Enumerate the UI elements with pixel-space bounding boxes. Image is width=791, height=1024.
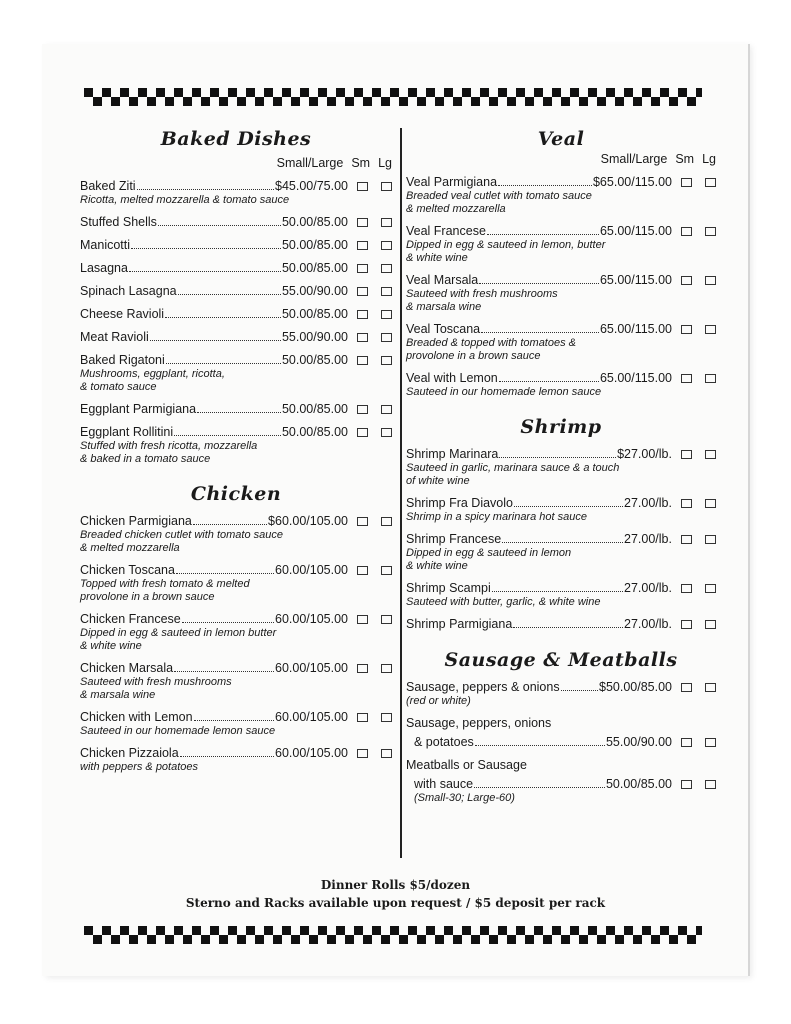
item-price: 50.00/85.00: [281, 425, 348, 439]
large-checkbox[interactable]: [705, 683, 716, 692]
leader-dots: [129, 271, 281, 272]
small-checkbox[interactable]: [681, 499, 692, 508]
menu-item: [406, 581, 716, 608]
leader-dots: [182, 622, 274, 623]
item-name: Chicken Pizzaiola: [80, 746, 179, 760]
item-name-line1: Sausage, peppers, onions: [406, 716, 552, 730]
item-price: 50.00/85.00: [281, 261, 348, 275]
small-checkbox[interactable]: [357, 566, 368, 575]
menu-item: [80, 261, 392, 275]
small-checkbox[interactable]: [357, 713, 368, 722]
item-name: Veal Toscana: [406, 322, 481, 336]
small-checkbox[interactable]: [681, 325, 692, 334]
small-checkbox[interactable]: [357, 615, 368, 624]
item-description: Sauteed in our homemade lemon sauce: [80, 725, 276, 737]
large-checkbox[interactable]: [705, 535, 716, 544]
footer-dinner-rolls: Dinner Rolls $5/dozen: [320, 878, 471, 892]
size-header-label: Small/Large: [276, 156, 344, 170]
menu-item: [80, 661, 392, 701]
item-name: Manicotti: [80, 238, 131, 252]
item-description: & marsala wine: [406, 301, 482, 313]
leader-dots: [197, 412, 281, 413]
column-divider: [400, 128, 402, 858]
item-name: & potatoes: [414, 735, 474, 749]
item-description: provolone in a brown sauce: [80, 591, 215, 603]
item-name: Veal Francese: [406, 224, 486, 238]
item-price: $60.00/105.00: [268, 514, 348, 528]
leader-dots: [165, 317, 281, 318]
large-checkbox[interactable]: [381, 713, 392, 722]
item-description: Ricotta, melted mozzarella & tomato sauce: [80, 194, 290, 206]
menu-item: [80, 402, 392, 416]
checkered-border-bottom: [84, 926, 702, 944]
menu-item: [80, 238, 392, 252]
item-price: 27.00/lb.: [624, 496, 672, 510]
size-header-sm: Sm: [675, 152, 695, 166]
leader-dots: [178, 294, 281, 295]
menu-item: [80, 746, 392, 773]
item-description: with peppers & potatoes: [80, 761, 199, 773]
item-description: Sauteed in garlic, marinara sauce & a touch: [406, 462, 620, 474]
item-price: 55.00/90.00: [605, 735, 672, 749]
item-description: & baked in a tomato sauce: [80, 453, 211, 465]
leader-dots: [561, 690, 598, 691]
large-checkbox[interactable]: [381, 287, 392, 296]
menu-item: [406, 322, 716, 362]
leader-dots: [475, 745, 605, 746]
leader-dots: [481, 332, 599, 333]
item-description: (Small-30; Large-60): [414, 792, 515, 804]
item-name: Lasagna: [80, 261, 128, 275]
footer-sterno-racks: Sterno and Racks available upon request / $5 deposit per rack: [185, 896, 606, 910]
small-checkbox[interactable]: [357, 517, 368, 526]
leader-dots: [492, 591, 623, 592]
section-title-veal: Veal: [537, 128, 585, 150]
item-price: 50.00/85.00: [605, 777, 672, 791]
item-price: 55.00/90.00: [281, 284, 348, 298]
menu-item: [406, 496, 716, 523]
shrimp-list: [406, 447, 716, 631]
item-price: 50.00/85.00: [281, 238, 348, 252]
menu-item: [406, 680, 716, 707]
item-name: Eggplant Rollitini: [80, 425, 174, 439]
leader-dots: [479, 283, 599, 284]
large-checkbox[interactable]: [381, 333, 392, 342]
item-name: Cheese Ravioli: [80, 307, 165, 321]
item-price: 65.00/115.00: [599, 322, 672, 336]
item-price: $50.00/85.00: [599, 680, 672, 694]
item-name: Sausage, peppers & onions: [406, 680, 560, 694]
menu-item: [406, 224, 716, 264]
size-header-sm: Sm: [351, 156, 371, 170]
item-price: 60.00/105.00: [275, 563, 348, 577]
menu-item: [406, 532, 716, 572]
menu-item: [406, 758, 716, 804]
item-description: Topped with fresh tomato & melted: [80, 578, 250, 590]
large-checkbox[interactable]: [381, 264, 392, 273]
item-name-line1: Meatballs or Sausage: [406, 758, 527, 772]
menu-item: [80, 330, 392, 344]
item-description: & white wine: [406, 252, 468, 264]
item-description: Breaded & topped with tomatoes &: [406, 337, 576, 349]
small-checkbox[interactable]: [681, 738, 692, 747]
menu-item: [80, 425, 392, 465]
item-name: Chicken Parmigiana: [80, 514, 192, 528]
large-checkbox[interactable]: [381, 241, 392, 250]
item-name: with sauce: [414, 777, 474, 791]
item-name: Shrimp Fra Diavolo: [406, 496, 513, 510]
menu-item: [406, 716, 716, 749]
menu-item: [406, 371, 716, 398]
item-description: Dipped in egg & sauteed in lemon: [406, 547, 572, 559]
leader-dots: [131, 248, 281, 249]
section-title-chicken: Chicken: [190, 483, 282, 505]
item-description: Sauteed in our homemade lemon sauce: [406, 386, 602, 398]
small-checkbox[interactable]: [357, 182, 368, 191]
small-checkbox[interactable]: [681, 620, 692, 629]
menu-item: [406, 273, 716, 313]
leader-dots: [499, 381, 599, 382]
small-checkbox[interactable]: [357, 405, 368, 414]
item-name: Veal Marsala: [406, 273, 479, 287]
item-description: Sauteed with fresh mushrooms: [80, 676, 232, 688]
large-checkbox[interactable]: [705, 584, 716, 593]
large-checkbox[interactable]: [381, 566, 392, 575]
item-price: 60.00/105.00: [275, 746, 348, 760]
size-header-right: [406, 152, 716, 166]
baked-dishes-list: [80, 179, 392, 465]
leader-dots: [137, 189, 274, 190]
item-price: 65.00/115.00: [599, 224, 672, 238]
left-column: [80, 128, 392, 773]
item-price: 50.00/85.00: [281, 402, 348, 416]
small-checkbox[interactable]: [357, 356, 368, 365]
small-checkbox[interactable]: [681, 683, 692, 692]
item-price: 55.00/90.00: [281, 330, 348, 344]
item-name: Chicken Toscana: [80, 563, 175, 577]
menu-item: [80, 612, 392, 652]
menu-item: [406, 617, 716, 631]
item-name: Veal Parmigiana: [406, 175, 498, 189]
small-checkbox[interactable]: [357, 218, 368, 227]
item-description: of white wine: [406, 475, 470, 487]
item-description: & white wine: [406, 560, 468, 572]
item-price: $27.00/lb.: [617, 447, 672, 461]
size-header-label: Small/Large: [600, 152, 668, 166]
large-checkbox[interactable]: [705, 227, 716, 236]
large-checkbox[interactable]: [381, 517, 392, 526]
leader-dots: [513, 627, 623, 628]
item-description: Mushrooms, eggplant, ricotta,: [80, 368, 225, 380]
large-checkbox[interactable]: [705, 780, 716, 789]
item-description: Stuffed with fresh ricotta, mozzarella: [80, 440, 258, 452]
leader-dots: [193, 524, 267, 525]
large-checkbox[interactable]: [381, 356, 392, 365]
section-title-baked-dishes: Baked Dishes: [160, 128, 312, 150]
size-header-lg: Lg: [378, 156, 392, 170]
item-description: Dipped in egg & sauteed in lemon, butter: [406, 239, 606, 251]
menu-item: [80, 215, 392, 229]
large-checkbox[interactable]: [705, 325, 716, 334]
item-name: Baked Ziti: [80, 179, 136, 193]
small-checkbox[interactable]: [681, 227, 692, 236]
large-checkbox[interactable]: [705, 450, 716, 459]
menu-item: [80, 353, 392, 393]
item-name: Shrimp Francese: [406, 532, 502, 546]
item-name: Shrimp Marinara: [406, 447, 499, 461]
item-description: Breaded veal cutlet with tomato sauce: [406, 190, 592, 202]
item-description: Shrimp in a spicy marinara hot sauce: [406, 511, 587, 523]
large-checkbox[interactable]: [705, 499, 716, 508]
small-checkbox[interactable]: [681, 450, 692, 459]
large-checkbox[interactable]: [705, 738, 716, 747]
small-checkbox[interactable]: [357, 264, 368, 273]
small-checkbox[interactable]: [357, 664, 368, 673]
item-price: $45.00/75.00: [275, 179, 348, 193]
item-price: 27.00/lb.: [624, 581, 672, 595]
leader-dots: [174, 671, 274, 672]
section-title-shrimp: Shrimp: [520, 416, 602, 438]
leader-dots: [166, 363, 281, 364]
item-description: & tomato sauce: [80, 381, 157, 393]
menu-item: [80, 710, 392, 737]
size-header: [80, 156, 392, 170]
right-column: [406, 128, 716, 804]
item-price: 65.00/115.00: [599, 371, 672, 385]
small-checkbox[interactable]: [681, 535, 692, 544]
leader-dots: [514, 506, 623, 507]
item-name: Chicken with Lemon: [80, 710, 193, 724]
item-name: Baked Rigatoni: [80, 353, 165, 367]
large-checkbox[interactable]: [705, 178, 716, 187]
large-checkbox[interactable]: [705, 620, 716, 629]
item-price: $65.00/115.00: [592, 175, 672, 189]
item-name: Stuffed Shells: [80, 215, 157, 229]
menu-item: [80, 179, 392, 206]
menu-item: [80, 563, 392, 603]
leader-dots: [194, 720, 274, 721]
large-checkbox[interactable]: [381, 218, 392, 227]
size-header-lg: Lg: [702, 152, 716, 166]
leader-dots: [498, 185, 592, 186]
large-checkbox[interactable]: [381, 182, 392, 191]
item-price: 50.00/85.00: [281, 353, 348, 367]
item-name: Chicken Francese: [80, 612, 181, 626]
large-checkbox[interactable]: [381, 749, 392, 758]
item-price: 60.00/105.00: [275, 612, 348, 626]
large-checkbox[interactable]: [381, 615, 392, 624]
small-checkbox[interactable]: [357, 287, 368, 296]
menu-item: [406, 175, 716, 215]
leader-dots: [499, 457, 616, 458]
large-checkbox[interactable]: [381, 664, 392, 673]
item-name: Chicken Marsala: [80, 661, 174, 675]
small-checkbox[interactable]: [681, 276, 692, 285]
item-name: Meat Ravioli: [80, 330, 149, 344]
item-name: Spinach Lasagna: [80, 284, 177, 298]
item-price: 65.00/115.00: [599, 273, 672, 287]
small-checkbox[interactable]: [357, 749, 368, 758]
menu-item: [80, 307, 392, 321]
item-description: & melted mozzarella: [406, 203, 506, 215]
item-name: Shrimp Parmigiana: [406, 617, 513, 631]
menu-item: [80, 284, 392, 298]
menu-item: [406, 447, 716, 487]
item-price: 27.00/lb.: [624, 617, 672, 631]
item-description: (red or white): [406, 695, 471, 707]
large-checkbox[interactable]: [705, 276, 716, 285]
item-description: Sauteed with butter, garlic, & white wine: [406, 596, 601, 608]
small-checkbox[interactable]: [357, 428, 368, 437]
item-description: Breaded chicken cutlet with tomato sauce: [80, 529, 284, 541]
leader-dots: [150, 340, 281, 341]
leader-dots: [180, 756, 274, 757]
item-description: & marsala wine: [80, 689, 156, 701]
leader-dots: [487, 234, 599, 235]
large-checkbox[interactable]: [705, 374, 716, 383]
item-description: provolone in a brown sauce: [406, 350, 541, 362]
veal-list: [406, 175, 716, 398]
leader-dots: [502, 542, 623, 543]
item-name: Veal with Lemon: [406, 371, 498, 385]
item-name: Eggplant Parmigiana: [80, 402, 197, 416]
item-description: Dipped in egg & sauteed in lemon butter: [80, 627, 277, 639]
item-price: 50.00/85.00: [281, 215, 348, 229]
small-checkbox[interactable]: [681, 780, 692, 789]
small-checkbox[interactable]: [681, 374, 692, 383]
item-price: 60.00/105.00: [275, 710, 348, 724]
leader-dots: [158, 225, 281, 226]
item-price: 60.00/105.00: [275, 661, 348, 675]
small-checkbox[interactable]: [357, 241, 368, 250]
item-description: Sauteed with fresh mushrooms: [406, 288, 558, 300]
leader-dots: [474, 787, 605, 788]
leader-dots: [176, 573, 274, 574]
chicken-list: [80, 514, 392, 773]
small-checkbox[interactable]: [681, 584, 692, 593]
checkered-border-top: [84, 88, 702, 106]
menu-item: [80, 514, 392, 554]
small-checkbox[interactable]: [357, 333, 368, 342]
item-price: 27.00/lb.: [624, 532, 672, 546]
item-description: & melted mozzarella: [80, 542, 180, 554]
large-checkbox[interactable]: [381, 428, 392, 437]
item-name: Shrimp Scampi: [406, 581, 491, 595]
leader-dots: [174, 435, 281, 436]
item-description: & white wine: [80, 640, 142, 652]
section-title-sausage-meatballs: Sausage & Meatballs: [444, 649, 678, 671]
item-price: 50.00/85.00: [281, 307, 348, 321]
large-checkbox[interactable]: [381, 405, 392, 414]
small-checkbox[interactable]: [681, 178, 692, 187]
small-checkbox[interactable]: [357, 310, 368, 319]
large-checkbox[interactable]: [381, 310, 392, 319]
